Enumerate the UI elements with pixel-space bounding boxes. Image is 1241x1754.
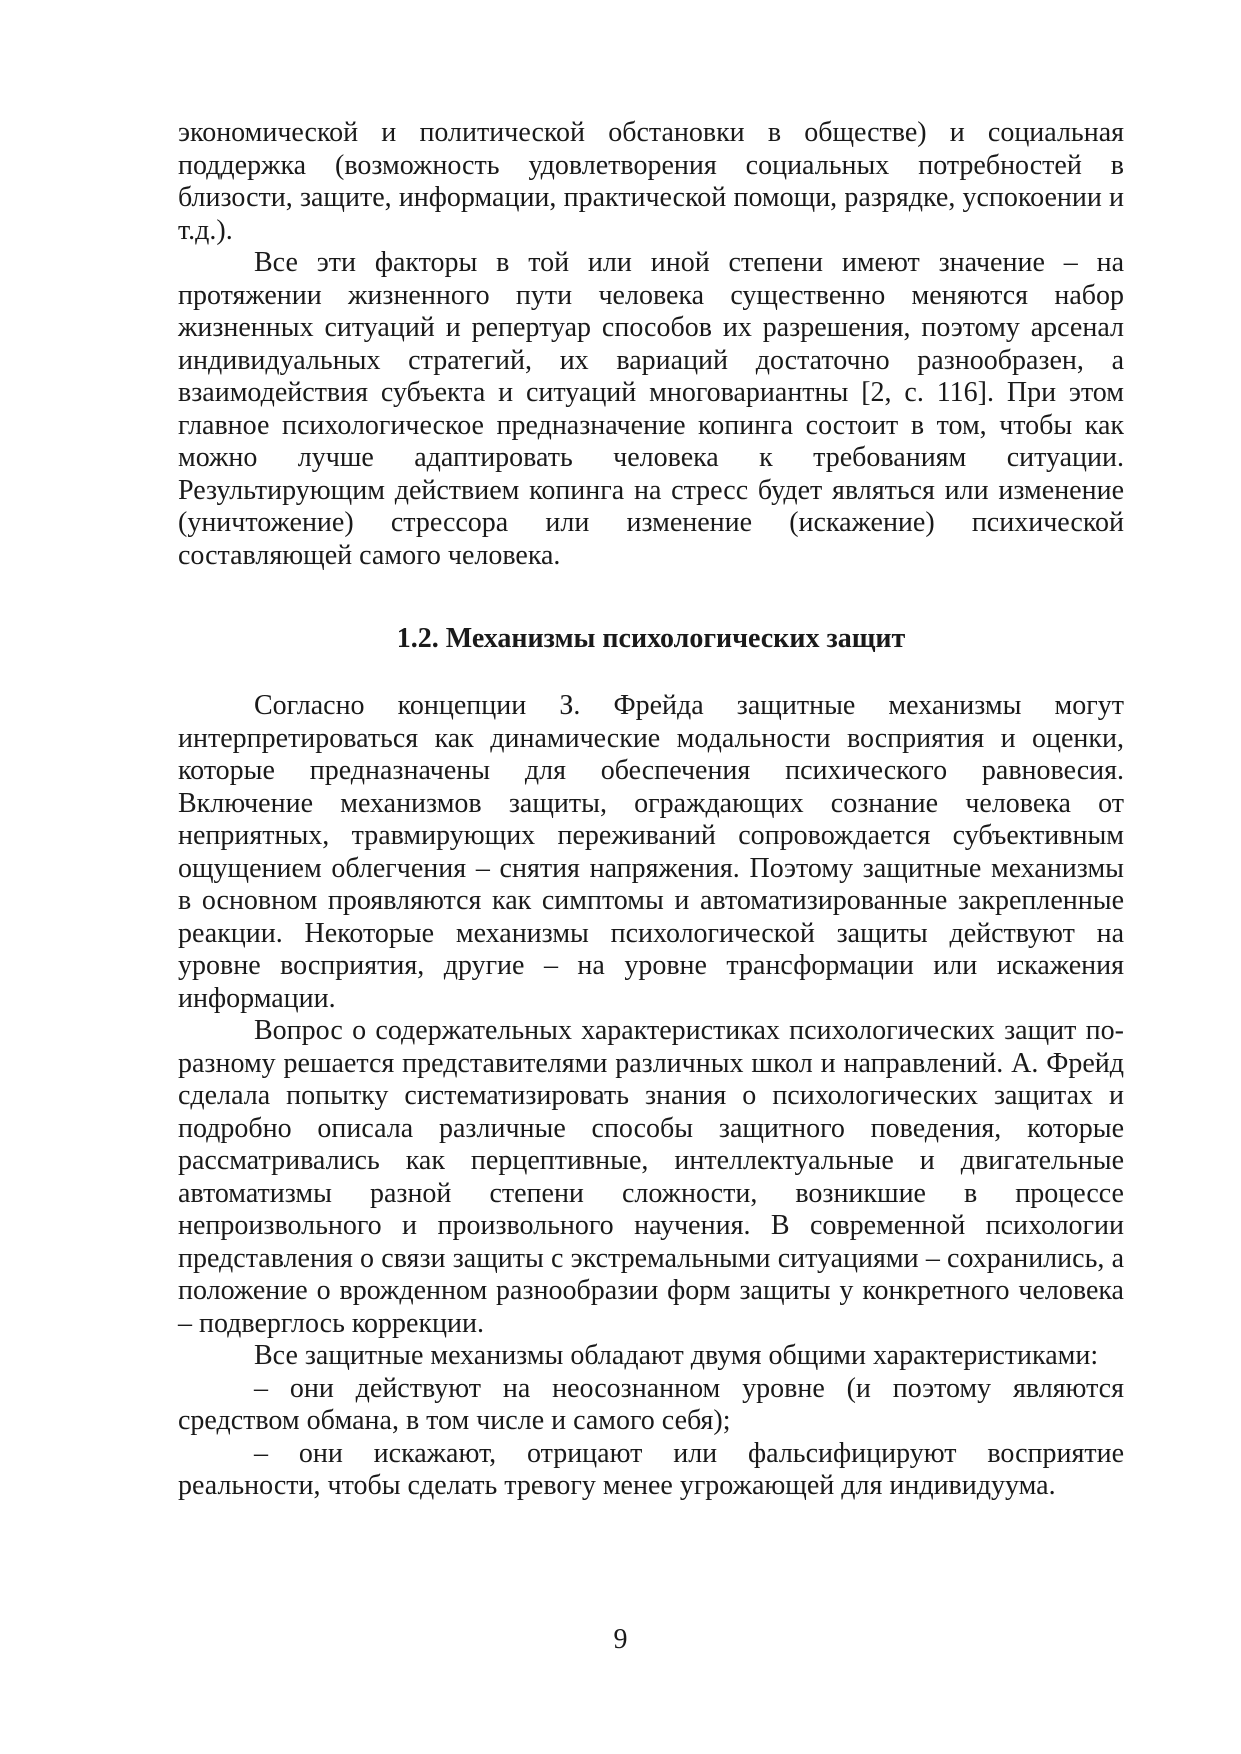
- list-item-distortion: – они искажают, отрицают или фальсифицируют восприятие реальности, чтобы сделать тревогу менее угрожающей для индивидуума.: [178, 1437, 1124, 1501]
- paragraph-coping-factors: Все эти факторы в той или иной степени имеют значение – на протяжении жизненного пути человека существенно меняются набор жизненных ситуаций и репертуар способов их разрешения, поэтому арсенал индивидуальных стратегий, их вариаций достаточно разнообразен, а взаимодействия субъекта и ситуаций многовариантны [2, с. 116]. При этом главное психологическое предназначение копинга состоит в том, чтобы как можно лучше адаптировать человека к требованиям ситуации. Результирующим действием копинга на стресс будет являться или изменение (уничтожение) стрессора или изменение (искажение) психической составляющей самого человека.: [178, 247, 1124, 571]
- list-item-unconscious: – они действуют на неосознанном уровне (и поэтому являются средством обмана, в том числе и самого себя);: [178, 1372, 1124, 1436]
- section-heading: 1.2. Механизмы психологических защит: [396, 623, 906, 654]
- paragraph-defense-characteristics: Вопрос о содержательных характеристиках психологических защит по-разному решается представителями различных школ и направлений. А. Фрейд сделала попытку систематизировать знания о психологических защитах и подробно описала различные способы защитного поведения, которые рассматривались как перцептивные, интеллектуальные и двигательные автоматизмы разной степени сложности, возникшие в процессе непроизвольного и произвольного научения. В современной психологии представления о связи защиты с экстремальными ситуациями – сохранились, а положение о врожденном разнообразии форм защиты у конкретного человека – подверглось коррекции.: [178, 1015, 1124, 1339]
- top-text-block: [178, 117, 1124, 572]
- page-number: 9: [613, 1624, 628, 1655]
- paragraph-continuation: экономической и политической обстановки в обществе) и социальная поддержка (возможность удовлетворения социальных потребностей в близости, защите, информации, практической помощи, разрядке, успокоении и т.д.).: [178, 117, 1124, 246]
- section-text-block: [178, 690, 1124, 1503]
- paragraph-freud-concept: Согласно концепции З. Фрейда защитные механизмы могут интерпретироваться как динамические модальности восприятия и оценки, которые предназначены для обеспечения психического равновесия. Включение механизмов защиты, ограждающих сознание человека от неприятных, травмирующих переживаний сопровождается субъективным ощущением облегчения – снятия напряжения. Поэтому защитные механизмы в основном проявляются как симптомы и автоматизированные закрепленные реакции. Некоторые механизмы психологической защиты действуют на уровне восприятия, другие – на уровне трансформации или искажения информации.: [178, 690, 1124, 1014]
- paragraph-general-features: Все защитные механизмы обладают двумя общими характеристиками:: [254, 1340, 1099, 1371]
